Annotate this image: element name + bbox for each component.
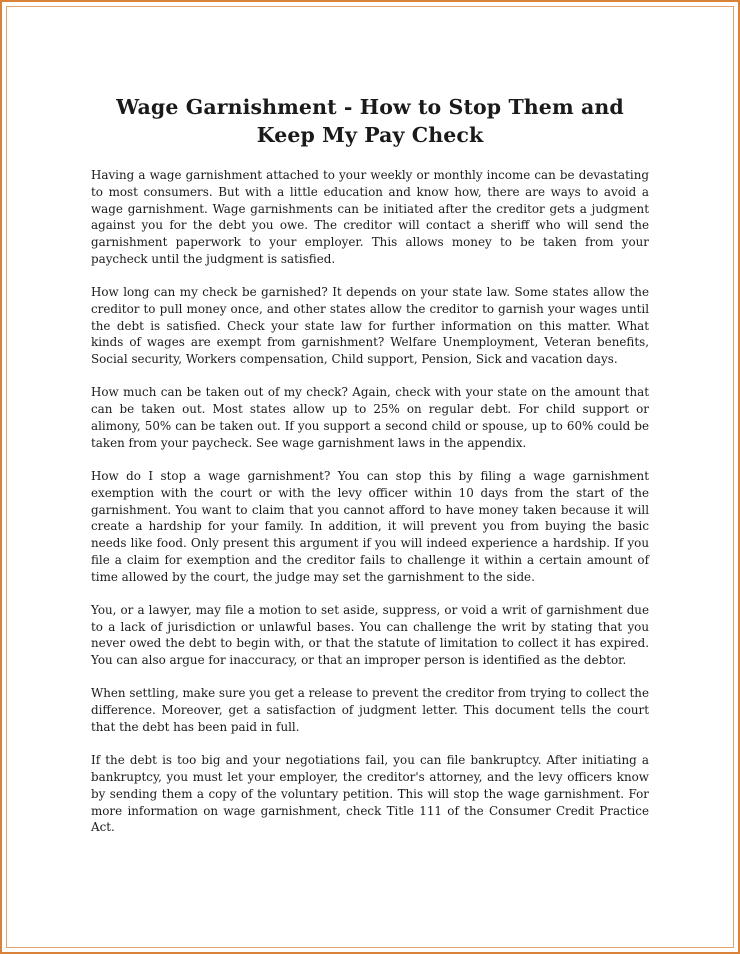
paragraph-intro: Having a wage garnishment attached to your weekly or monthly income can be devastating to most consumers. But with a little education and know how, there are ways to avoid a wage garnishment. Wage garnishments can be initiated after the creditor gets a judgment against you for the debt you owe. The creditor will contact a sheriff who will send the garnishment paperwork to your employer. This allows money to be taken from your paycheck until the judgment is satisfied. [91,168,649,266]
paragraph-motion: You, or a lawyer, may file a motion to set aside, suppress, or void a writ of garnishment due to a lack of jurisdiction or unlawful bases. You can challenge the writ by stating that you never owed the debt to begin with, or that the statute of limitation to collect it has expired. You can also argue for inaccuracy, or that an improper person is identified as the debtor. [91,602,649,668]
document-title: Wage Garnishment - How to Stop Them and Keep My Pay Check [116,95,624,147]
document-page [91,93,649,853]
paragraph-how-much: How much can be taken out of my check? Again, check with your state on the amount that can be taken out. Most states allow up to 25% on regular debt. For child support or alimony, 50% can be taken out. If you support a second child or spouse, up to 60% could be taken from your paycheck. See wage garnishment laws in the appendix. [91,385,649,450]
paragraph-bankruptcy: If the debt is too big and your negotiations fail, you can file bankruptcy. After initiating a bankruptcy, you must let your employer, the creditor's attorney, and the levy officers know by sending them a copy of the voluntary petition. This will stop the wage garnishment. For more information on wage garnishment, check Title 111 of the Consumer Credit Practice Act. [91,753,649,835]
paragraph-how-to-stop: How do I stop a wage garnishment? You can stop this by filing a wage garnishment exemption with the court or with the levy officer within 10 days from the start of the garnishment. You want to claim that you cannot afford to have money taken because it will create a hardship for your family. In addition, it will prevent you from buying the basic needs like food. Only present this argument if you will indeed experience a hardship. If you file a claim for exemption and the creditor fails to challenge it within a certain amount of time allowed by the court, the judge may set the garnishment to the side. [91,469,649,584]
paragraph-how-long: How long can my check be garnished? It depends on your state law. Some states allow the creditor to pull money once, and other states allow the creditor to garnish your wages until the debt is satisfied. Check your state law for further information on this matter. What kinds of wages are exempt from garnishment? Welfare Unemployment, Veteran benefits, Social security, Workers compensation, Child support, Pension, Sick and vacation days. [91,285,649,367]
paragraph-settling: When settling, make sure you get a release to prevent the creditor from trying to collect the difference. Moreover, get a satisfaction of judgment letter. This document tells the court that the debt has been paid in full. [91,686,649,734]
